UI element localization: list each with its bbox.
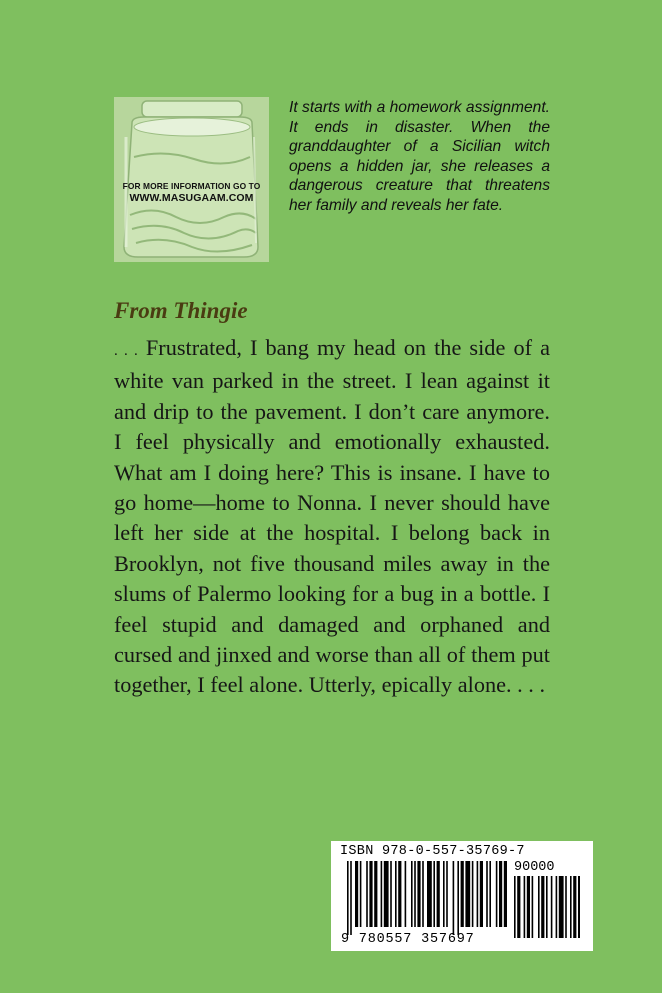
barcode-bar — [527, 876, 530, 938]
barcode-bar — [480, 861, 483, 927]
barcode-bar — [524, 876, 526, 938]
barcode-bar — [347, 861, 349, 935]
barcode-bar — [517, 876, 520, 938]
excerpt-text — [114, 333, 550, 701]
price-bars — [514, 876, 580, 938]
barcode-bar — [496, 861, 498, 927]
barcode-bar — [427, 861, 432, 927]
info-line-1: FOR MORE INFORMATION GO TO — [122, 181, 261, 191]
barcode-bar — [489, 861, 491, 927]
barcode-bar — [565, 876, 567, 938]
barcode-bar — [374, 861, 377, 927]
barcode-bar — [437, 861, 440, 927]
isbn-label: ISBN 978-0-557-35769-7 — [340, 844, 525, 859]
barcode-bar — [369, 861, 372, 927]
barcode-bar — [465, 861, 470, 927]
barcode-bar — [504, 861, 507, 927]
excerpt-lead-dots: . . . — [114, 343, 138, 359]
barcode-bar — [366, 861, 368, 927]
barcode-bar — [486, 861, 488, 927]
barcode-bar — [443, 861, 445, 927]
barcode-bar — [350, 861, 352, 935]
barcode-bar — [546, 876, 548, 938]
barcode-bar — [446, 861, 448, 927]
barcode-bar — [559, 876, 564, 938]
barcode-bar — [411, 861, 413, 927]
barcode-bar — [398, 861, 401, 927]
barcode-bar — [514, 876, 516, 938]
excerpt-body: Frustrated, I bang my head on the side of a white van parked in the street. I lean against it and drip to the pavement. I don’t care anymore. I feel physically and emotionally exhausted. What am I doing here? This is insane. I have to go home—home to Nonna. I never should have left her side at the hospital. I belong back in Brooklyn, not five thousand miles away in the slums of Palermo looking for a bug in a bottle. I feel stupid and damaged and orphaned and cursed and jinxed and worse than all of them put together, I feel alone. Utterly, epically alone. . . . — [114, 335, 551, 698]
barcode-bar — [556, 876, 558, 938]
barcode-bar — [573, 876, 576, 938]
barcode-bar — [457, 861, 459, 935]
barcode-bar — [360, 861, 362, 927]
barcode-bar — [532, 876, 534, 938]
ean-digits: 9 780557 357697 — [341, 932, 475, 947]
book-blurb: It starts with a homework assignment. It ends in disaster. When the granddaughter of a Sicilian witch opens a hidden jar, she releases a dangerous creature that threatens her family and reveals her fate. — [289, 99, 550, 214]
barcode-bar — [355, 861, 358, 927]
barcode-bar — [541, 876, 544, 938]
barcode-bar — [538, 876, 540, 938]
barcode-bar — [477, 861, 479, 927]
barcode-bar — [461, 861, 464, 927]
barcode-bar — [405, 861, 407, 927]
barcode-bar — [384, 861, 389, 927]
barcode-bar — [570, 876, 572, 938]
barcode-bar — [414, 861, 416, 927]
barcode-bar — [390, 861, 392, 927]
barcode-bar — [381, 861, 383, 927]
info-caption — [114, 180, 269, 204]
barcode-bar — [472, 861, 474, 927]
barcode-bar — [422, 861, 424, 927]
website-link[interactable]: WWW.MASUGAAM.COM — [129, 192, 254, 204]
price-code: 90000 — [514, 860, 555, 875]
barcode-bar — [551, 876, 553, 938]
barcode-bar — [453, 861, 455, 935]
barcode-bar — [417, 861, 420, 927]
barcode-bar — [499, 861, 502, 927]
excerpt-title: From Thingie — [114, 298, 248, 323]
ean-bars — [347, 861, 507, 937]
barcode-bar — [433, 861, 435, 927]
barcode-bar — [578, 876, 580, 938]
jar-image-panel — [114, 97, 269, 262]
barcode-bar — [395, 861, 397, 927]
isbn-barcode — [331, 841, 593, 951]
